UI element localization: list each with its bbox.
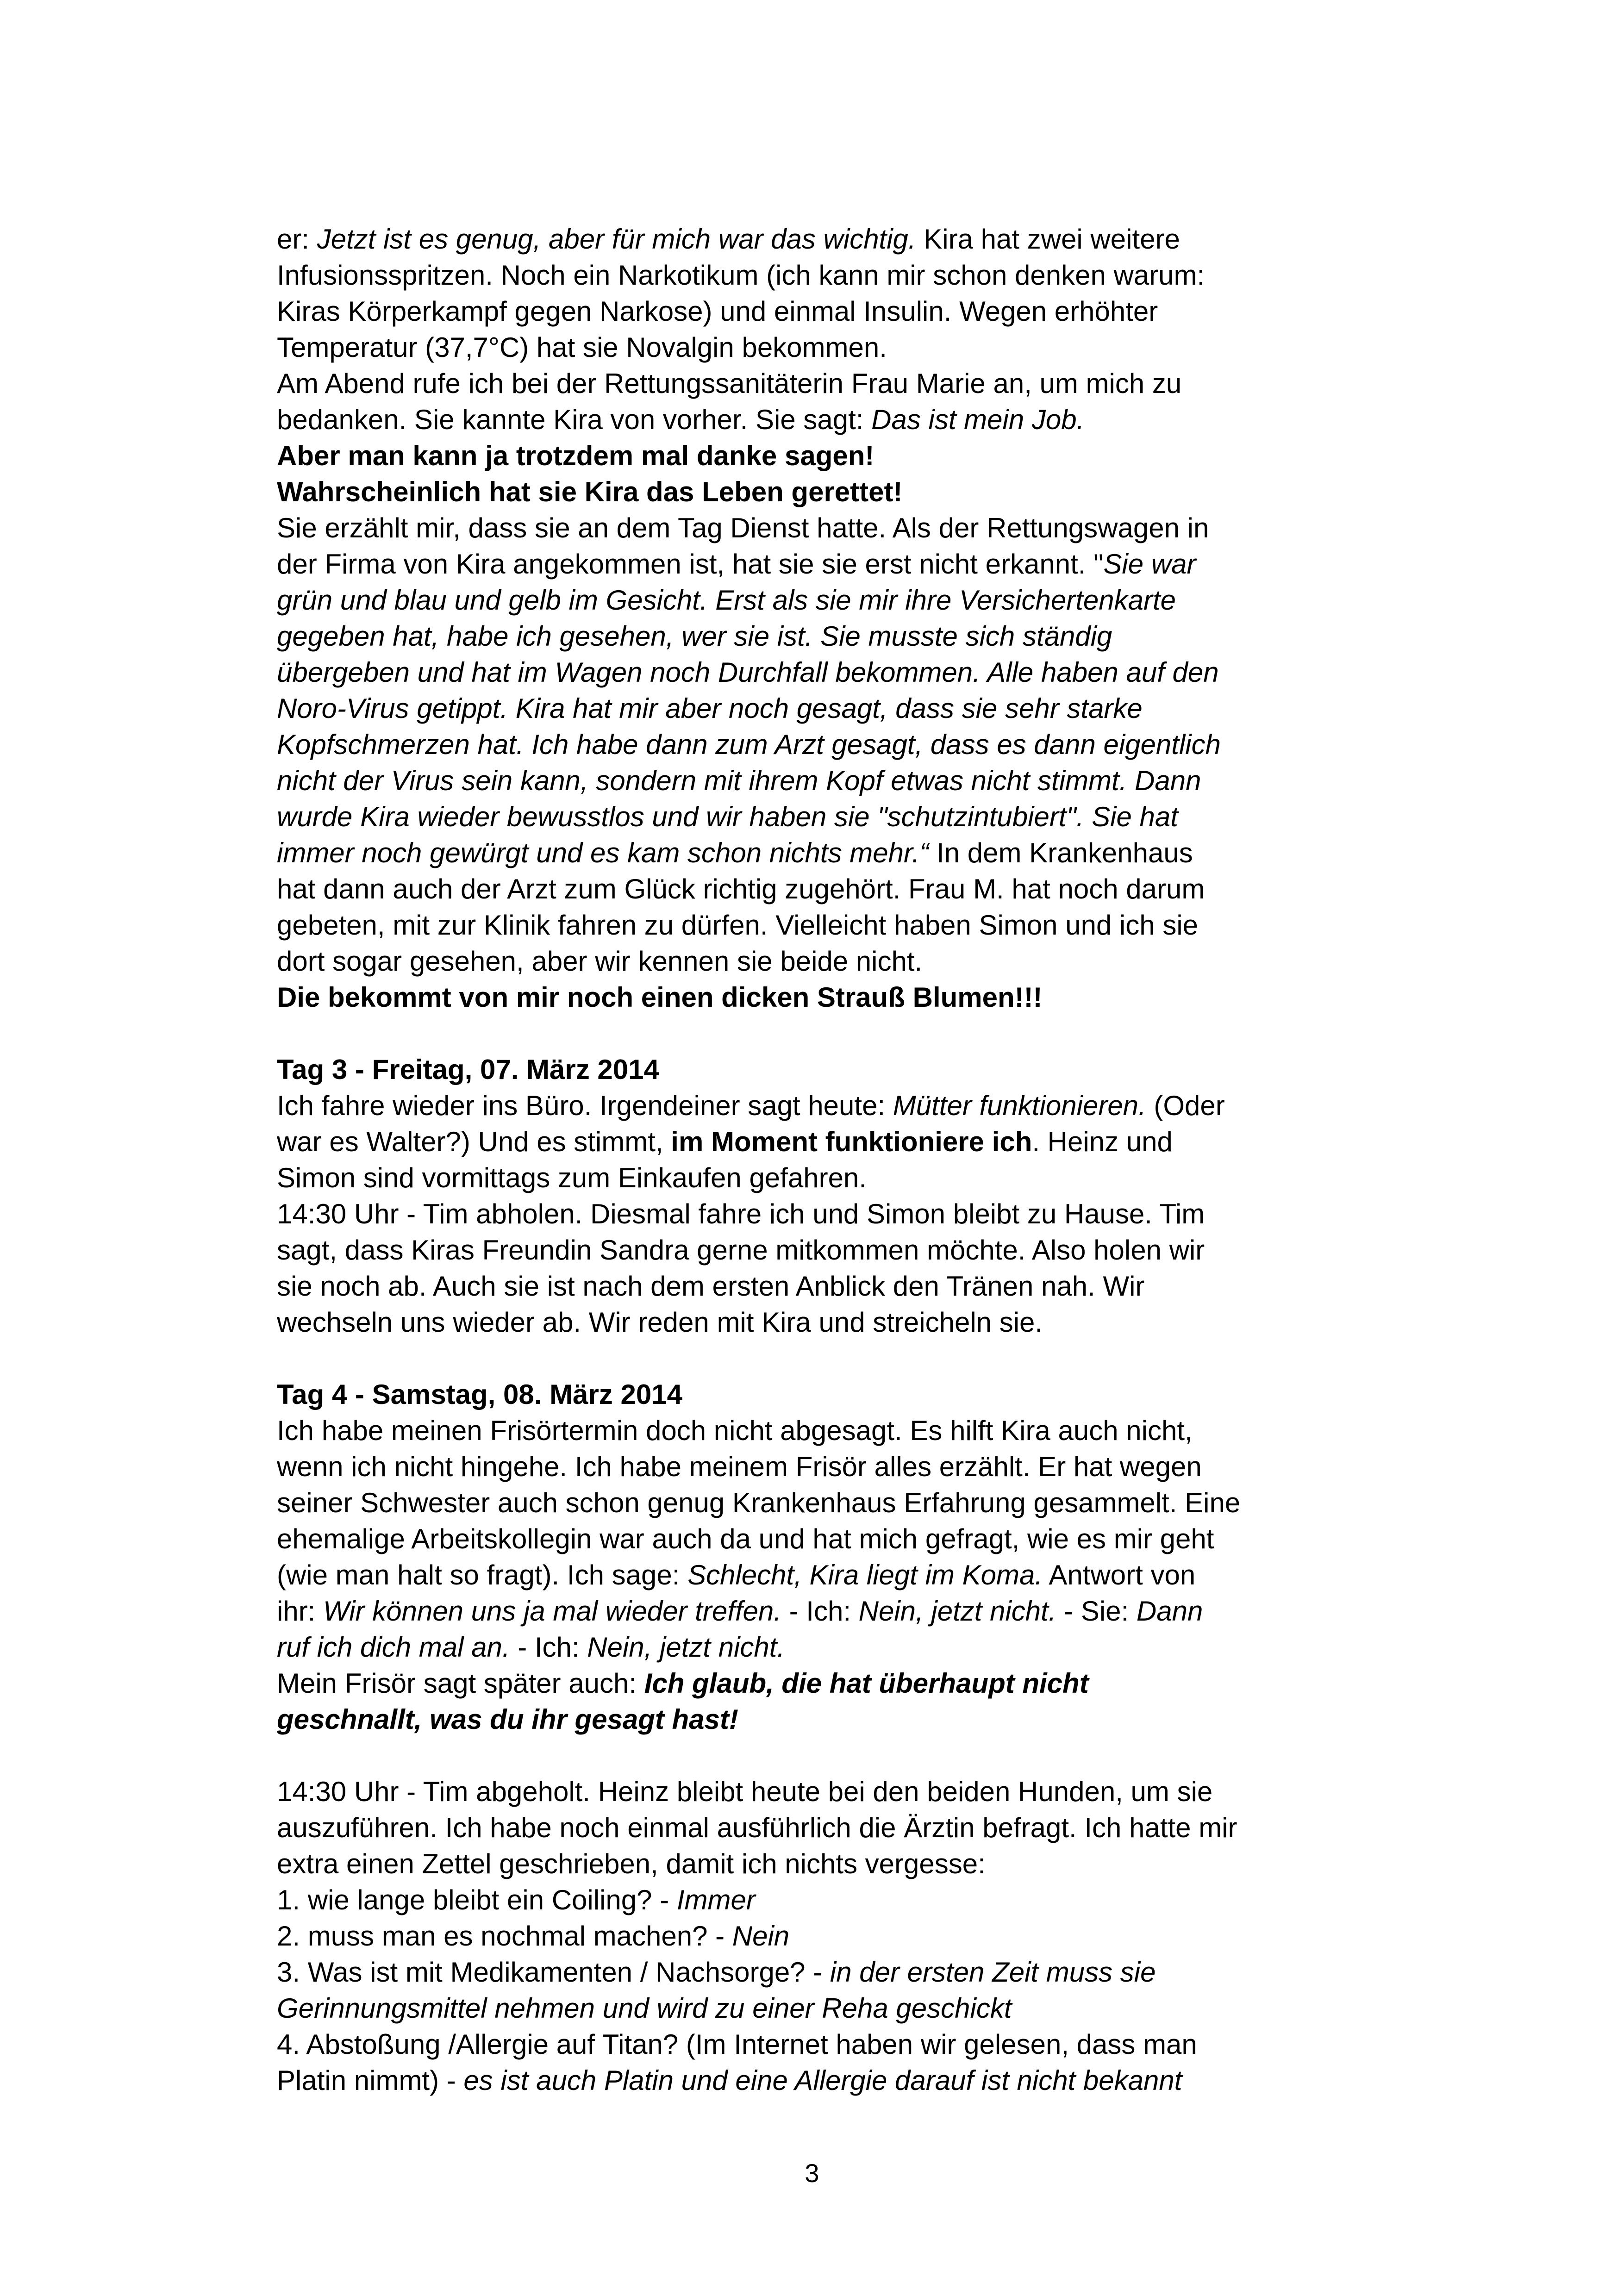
text-line [277,1160,1379,1196]
text-segment: Am Abend rufe ich bei der Rettungssanitäterin Frau Marie an, um mich zu [277,368,1182,399]
text-line [277,1810,1379,1846]
text-segment: 14:30 Uhr - Tim abholen. Diesmal fahre ich und Simon bleibt zu Hause. Tim [277,1198,1205,1229]
text-line [277,979,1379,1016]
text-segment: 4. Abstoßung /Allergie auf Titan? (Im Internet haben wir gelesen, dass man [277,2029,1197,2060]
blank-line [277,1016,1379,1052]
page-number: 3 [805,2158,819,2188]
text-segment: war es Walter?) Und es stimmt, [277,1126,671,1157]
text-segment: Kira hat zwei weitere [916,224,1180,255]
text-line [277,546,1379,582]
text-line [277,943,1379,979]
text-line [277,1124,1379,1160]
text-line [277,221,1379,257]
text-line [277,510,1379,546]
text-segment: Platin nimmt) - [277,2065,464,2096]
bold-text: Die bekommt von mir noch einen dicken Strauß Blumen!!! [277,982,1043,1013]
text-line [277,366,1379,402]
text-segment: Sie erzählt mir, dass sie an dem Tag Dienst hatte. Als der Rettungswagen in [277,512,1209,543]
text-line [277,763,1379,799]
italic-text: Wir können uns ja mal wieder treffen. [323,1596,781,1627]
text-line [277,1196,1379,1232]
text-segment: auszuführen. Ich habe noch einmal ausführlich die Ärztin befragt. Ich hatte mir [277,1812,1237,1843]
text-segment: extra einen Zettel geschrieben, damit ich nichts vergesse: [277,1848,986,1879]
text-segment: . Heinz und [1032,1126,1173,1157]
italic-text: nicht der Virus sein kann, sondern mit ihrem Kopf etwas nicht stimmt. Dann [277,765,1201,796]
bold-text: Tag 3 - Freitag, 07. März 2014 [277,1054,659,1085]
text-segment: 3. Was ist mit Medikamenten / Nachsorge? - [277,1957,830,1988]
italic-text: Nein, jetzt nicht. [587,1632,785,1663]
text-segment: 14:30 Uhr - Tim abgeholt. Heinz bleibt heute bei den beiden Hunden, um sie [277,1776,1213,1807]
text-line [277,1593,1379,1629]
text-segment: Infusionsspritzen. Noch ein Narkotikum (ich kann mir schon denken warum: [277,260,1205,291]
text-line [277,727,1379,763]
text-line [277,1413,1379,1449]
text-line [277,1268,1379,1304]
text-segment: (wie man halt so fragt). Ich sage: [277,1559,688,1590]
text-segment: In dem Krankenhaus [929,837,1193,868]
text-line [277,474,1379,510]
italic-text: Dann [1136,1596,1203,1627]
text-segment: gebeten, mit zur Klinik fahren zu dürfen. Vielleicht haben Simon und ich sie [277,910,1199,941]
text-segment: bedanken. Sie kannte Kira von vorher. Sie sagt: [277,404,872,435]
text-line [277,618,1379,655]
text-segment: hat dann auch der Arzt zum Glück richtig zugehört. Frau M. hat noch darum [277,873,1205,904]
text-line [277,1846,1379,1882]
text-line [277,402,1379,438]
bold-text: Wahrscheinlich hat sie Kira das Leben gerettet! [277,476,903,507]
italic-text: in der ersten Zeit muss sie [830,1957,1156,1988]
text-segment: - Sie: [1056,1596,1137,1627]
text-line [277,330,1379,366]
italic-text: Jetzt ist es genug, aber für mich war das wichtig. [317,224,916,255]
text-line [277,691,1379,727]
italic-text: Schlecht, Kira liegt im Koma. [687,1559,1043,1590]
text-segment: Temperatur (37,7°C) hat sie Novalgin bekommen. [277,332,887,363]
blank-line [277,1738,1379,1774]
italic-text: grün und blau und gelb im Gesicht. Erst als sie mir ihre Versichertenkarte [277,585,1176,616]
text-line [277,582,1379,618]
italic-text: gegeben hat, habe ich gesehen, wer sie ist. Sie musste sich ständig [277,621,1112,652]
text-line [277,2063,1379,2099]
italic-text: Sie war [1103,549,1196,580]
text-line [277,1304,1379,1341]
text-line [277,1557,1379,1593]
italic-text: Mütter funktionieren. [893,1090,1146,1121]
text-line [277,871,1379,907]
blank-line [277,1341,1379,1377]
text-segment: dort sogar gesehen, aber wir kennen sie beide nicht. [277,946,923,977]
text-line [277,655,1379,691]
bold-text: Aber man kann ja trotzdem mal danke sagen! [277,440,874,471]
text-line [277,835,1379,871]
text-line [277,1665,1379,1702]
italic-text: übergeben und hat im Wagen noch Durchfall bekommen. Alle haben auf den [277,657,1219,688]
text-line [277,2027,1379,2063]
italic-text: wurde Kira wieder bewusstlos und wir haben sie "schutzintubiert". Sie hat [277,801,1178,832]
text-line [277,257,1379,293]
text-segment: Ich habe meinen Frisörtermin doch nicht abgesagt. Es hilft Kira auch nicht, [277,1415,1193,1446]
italic-text: Immer [676,1884,756,1915]
text-line [277,1702,1379,1738]
text-line [277,1052,1379,1088]
text-segment: - Ich: [510,1632,587,1663]
text-segment: der Firma von Kira angekommen ist, hat sie sie erst nicht erkannt. " [277,549,1104,580]
text-segment: Simon sind vormittags zum Einkaufen gefahren. [277,1162,867,1193]
italic-text: Das ist mein Job. [871,404,1085,435]
italic-text: Nein, jetzt nicht. [858,1596,1056,1627]
text-line [277,1629,1379,1665]
bold-italic-text: geschnallt, was du ihr gesagt hast! [277,1704,738,1735]
text-line [277,1232,1379,1268]
text-segment: sie noch ab. Auch sie ist nach dem ersten Anblick den Tränen nah. Wir [277,1271,1145,1302]
text-segment: Ich fahre wieder ins Büro. Irgendeiner sagt heute: [277,1090,893,1121]
text-line [277,1918,1379,1954]
text-segment: (Oder [1146,1090,1225,1121]
text-segment: 1. wie lange bleibt ein Coiling? - [277,1884,677,1915]
text-line [277,1774,1379,1810]
text-line [277,1485,1379,1521]
text-segment: ihr: [277,1596,324,1627]
text-segment: er: [277,224,317,255]
text-segment: Kiras Körperkampf gegen Narkose) und einmal Insulin. Wegen erhöhter [277,296,1158,327]
text-line [277,1088,1379,1124]
text-line [277,1449,1379,1485]
bold-italic-text: Ich glaub, die hat überhaupt nicht [644,1668,1089,1699]
italic-text: Noro-Virus getippt. Kira hat mir aber noch gesagt, dass sie sehr starke [277,693,1143,724]
text-segment: 2. muss man es nochmal machen? - [277,1921,732,1952]
text-line [277,438,1379,474]
text-segment: ehemalige Arbeitskollegin war auch da und hat mich gefragt, wie es mir geht [277,1523,1214,1554]
bold-text: Tag 4 - Samstag, 08. März 2014 [277,1379,682,1410]
italic-text: ruf ich dich mal an. [277,1632,510,1663]
text-segment: wenn ich nicht hingehe. Ich habe meinem Frisör alles erzählt. Er hat wegen [277,1451,1202,1482]
text-line [277,907,1379,943]
italic-text: Kopfschmerzen hat. Ich habe dann zum Arzt gesagt, dass es dann eigentlich [277,729,1221,760]
text-line [277,1377,1379,1413]
text-segment: sagt, dass Kiras Freundin Sandra gerne mitkommen möchte. Also holen wir [277,1235,1205,1266]
text-line [277,1990,1379,2027]
text-line [277,293,1379,330]
body-text [277,221,1379,2099]
text-segment: wechseln uns wieder ab. Wir reden mit Kira und streicheln sie. [277,1307,1043,1338]
text-segment: Mein Frisör sagt später auch: [277,1668,644,1699]
text-segment: seiner Schwester auch schon genug Krankenhaus Erfahrung gesammelt. Eine [277,1487,1241,1518]
italic-text: Gerinnungsmittel nehmen und wird zu einer Reha geschickt [277,1993,1012,2024]
text-segment: Antwort von [1043,1559,1196,1590]
text-line [277,1521,1379,1557]
italic-text: Nein [732,1921,790,1952]
text-line [277,1882,1379,1918]
italic-text: es ist auch Platin und eine Allergie darauf ist nicht bekannt [463,2065,1182,2096]
text-line [277,1954,1379,1990]
text-line [277,799,1379,835]
bold-text: im Moment funktioniere ich [671,1126,1032,1157]
text-segment: - Ich: [781,1596,859,1627]
italic-text: immer noch gewürgt und es kam schon nichts mehr.“ [277,837,929,868]
